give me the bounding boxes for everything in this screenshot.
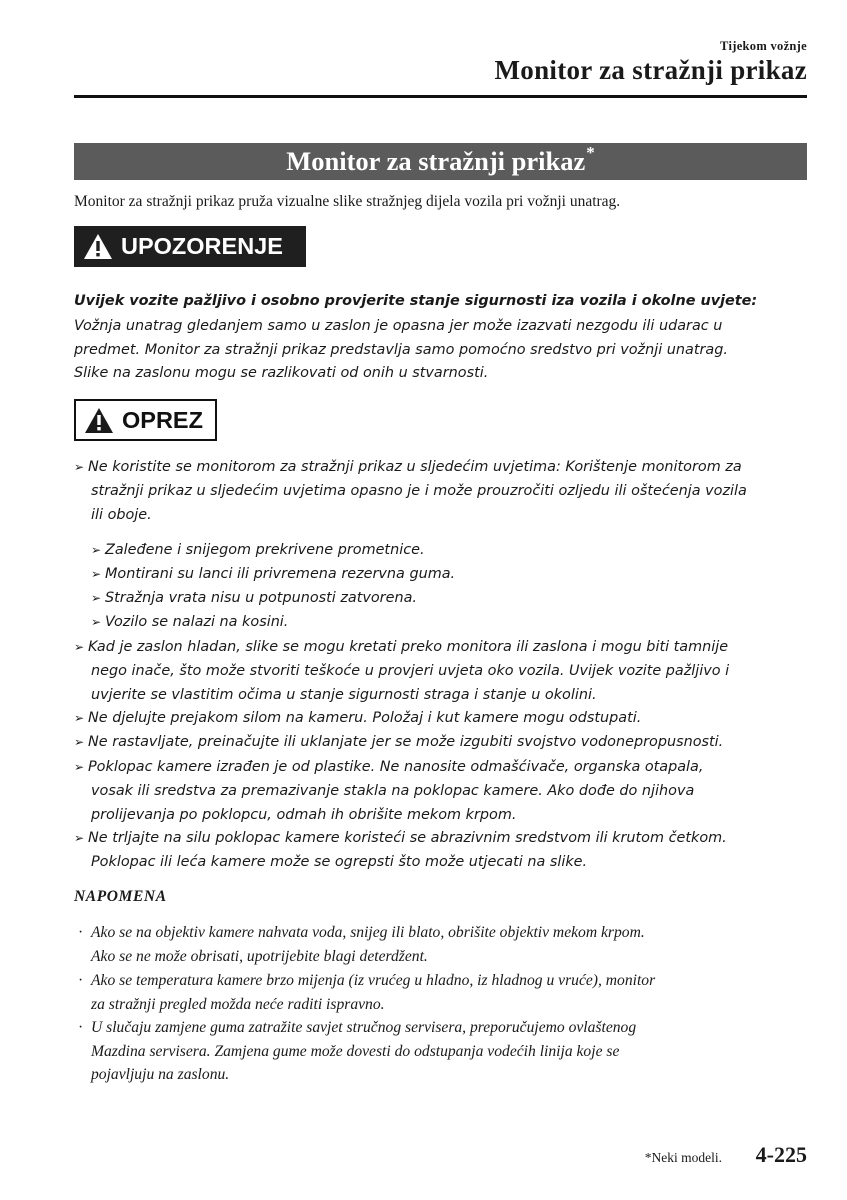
note-item: · U slučaju zamjene guma zatražite savjet stručnog servisera, preporučujemo ovlaštenog Mazdina servisera. Zamjena gume može dovesti do odstupanja vodećih linija koje se pojavljuju na zaslonu. (78, 1016, 818, 1087)
caution-sub-item: ➢ Zaleđene i snijegom prekrivene prometnice. (91, 539, 425, 563)
caution-label: OPREZ (122, 406, 203, 433)
caution-item-line: stražnji prikaz u sljedećim uvjetima opasno je i može prouzročiti ozljedu ili oštećenja vozila (91, 483, 747, 499)
footnote: *Neki modeli. (644, 1150, 722, 1165)
caution-item-line: vosak ili sredstva za premazivanje stakla na poklopac kamere. Ako dođe do njihova (91, 783, 695, 799)
caution-item-line: nego inače, što može stvoriti teškoće u provjeri uvjeta oko vozila. Uvijek vozite pažljivo i (91, 663, 730, 679)
bullet-arrow-icon: ➢ (91, 591, 102, 605)
section-title: Monitor za stražnji prikaz (286, 146, 586, 176)
caution-item-line: prolijevanja po poklopcu, odmah ih obrišite mekom krpom. (91, 807, 517, 823)
caution-sub-item: ➢ Montirani su lanci ili privremena rezervna guma. (91, 563, 455, 587)
warning-triangle-icon (83, 233, 113, 260)
note-heading: NAPOMENA (74, 888, 167, 905)
running-header-title: Monitor za stražnji prikaz (494, 55, 807, 85)
caution-sub-item: ➢ Stražnja vrata nisu u potpunosti zatvorena. (91, 587, 417, 611)
warning-heading: Uvijek vozite pažljivo i osobno provjerite stanje sigurnosti iza vozila i okolne uvjete: (74, 293, 758, 309)
note-item: · Ako se na objektiv kamere nahvata voda, snijeg ili blato, obrišite objektiv mekom krpom. Ako se ne može obrisati, upotrijebite blagi deterdžent. (78, 921, 818, 968)
caution-item: ➢ Poklopac kamere izrađen je od plastike. Ne nanosite odmašćivače, organska otapala, (74, 756, 703, 780)
page-number: 4-225 (755, 1142, 807, 1167)
bullet-arrow-icon: ➢ (91, 543, 102, 557)
bullet-arrow-icon: ➢ (74, 711, 85, 725)
intro-paragraph: Monitor za stražnji prikaz pruža vizualne slike stražnjeg dijela vozila pri vožnji unatrag. (74, 193, 621, 210)
caution-item: ➢ Ne trljajte na silu poklopac kamere koristeći se abrazivnim sredstvom ili krutom četkom. (74, 827, 727, 851)
running-header-section: Tijekom vožnje (720, 39, 807, 53)
bullet-arrow-icon: ➢ (74, 640, 85, 654)
bullet-arrow-icon: ➢ (74, 460, 85, 474)
caution-badge (74, 399, 217, 441)
note-bullet: · (78, 1019, 84, 1036)
caution-item-line: ili oboje. (91, 507, 152, 523)
caution-item: ➢ Ne rastavljate, preinačujte ili uklanjate jer se može izgubiti svojstvo vodonepropusnosti. (74, 731, 723, 755)
caution-item: ➢ Ne koristite se monitorom za stražnji prikaz u sljedećim uvjetima: Korištenje monitorom za (74, 456, 742, 480)
caution-sub-item: ➢ Vozilo se nalazi na kosini. (91, 611, 288, 635)
warning-triangle-icon (84, 407, 114, 434)
warning-label: UPOZORENJE (121, 233, 283, 259)
note-bullet: · (78, 972, 84, 989)
warning-badge (74, 226, 306, 267)
section-title-bar (74, 143, 807, 180)
warning-line: predmet. Monitor za stražnji prikaz predstavlja samo pomoćno sredstvo pri vožnji unatrag. (74, 341, 728, 358)
bullet-arrow-icon: ➢ (74, 735, 85, 749)
header-rule (74, 95, 807, 98)
note-bullet: · (78, 924, 84, 941)
caution-item-line: uvjerite se vlastitim očima u stanje sigurnosti straga i stanje u okolini. (91, 687, 597, 703)
model-asterisk: * (586, 143, 595, 162)
warning-line: Vožnja unatrag gledanjem samo u zaslon je opasna jer može izazvati nezgodu ili udarac u (74, 318, 723, 334)
caution-item: ➢ Kad je zaslon hladan, slike se mogu kretati preko monitora ili zaslona i mogu biti tamnije (74, 636, 728, 660)
warning-line: Slike na zaslonu mogu se razlikovati od onih u stvarnosti. (74, 365, 489, 382)
bullet-arrow-icon: ➢ (91, 615, 102, 629)
caution-item: ➢ Ne djelujte prejakom silom na kameru. Položaj i kut kamere mogu odstupati. (74, 707, 641, 731)
bullet-arrow-icon: ➢ (74, 831, 85, 845)
bullet-arrow-icon: ➢ (91, 567, 102, 581)
bullet-arrow-icon: ➢ (74, 760, 85, 774)
note-item: · Ako se temperatura kamere brzo mijenja (iz vrućeg u hladno, iz hladnog u vruće), monitor za stražnji pregled možda neće raditi ispravno. (78, 969, 818, 1016)
caution-item-line: Poklopac ili leća kamere može se ogrepsti što može utjecati na slike. (91, 854, 588, 870)
warning-body (74, 315, 814, 386)
